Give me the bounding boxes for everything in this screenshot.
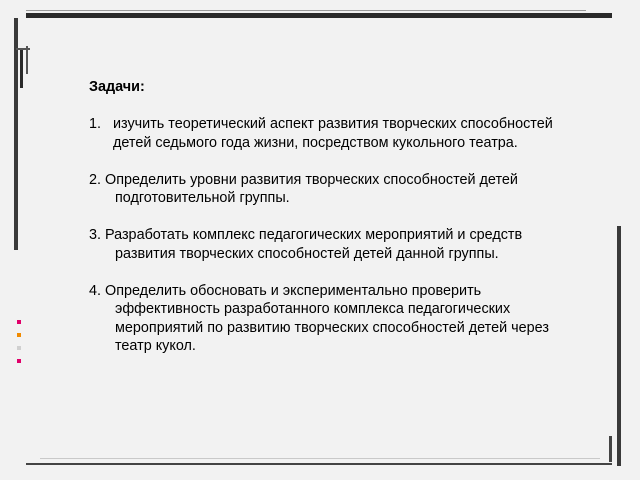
task-item-2: 2. Определить уровни развития творческих способностей детей подготовительной группы. — [89, 171, 518, 206]
frame-bar-bottom — [26, 463, 612, 465]
task-item-4: 4. Определить обосновать и экспериментально проверить эффективность разработанного комплекса педагогических мероприятий по развитию творческих способностей детей через театр кукол. — [89, 282, 549, 354]
frame-line-top-thin — [26, 10, 586, 11]
decor-square-orange — [17, 333, 21, 337]
frame-bar-left — [14, 18, 18, 250]
task-item-1 — [89, 115, 559, 152]
frame-bar-right — [617, 226, 621, 466]
frame-bar-right-accent — [609, 436, 612, 462]
decor-square-pink — [17, 320, 21, 324]
task-number: 1. — [89, 116, 102, 132]
frame-bar-top — [26, 13, 612, 18]
frame-bar-left-accent-2 — [26, 46, 28, 74]
frame-bar-left-accent — [20, 50, 23, 88]
slide-content — [89, 78, 559, 374]
decor-square-gray — [17, 346, 21, 350]
tasks-heading: Задачи: — [89, 79, 145, 95]
frame-line-bottom-thin — [40, 458, 600, 459]
decor-square-pink-2 — [17, 359, 21, 363]
task-text: изучить теоретический аспект развития творческих способностей детей седьмого года жизни, посредством кукольного театра. — [113, 116, 553, 151]
task-item-3: 3. Разработать комплекс педагогических мероприятий и средств развития творческих способностей детей данной группы. — [89, 227, 523, 262]
